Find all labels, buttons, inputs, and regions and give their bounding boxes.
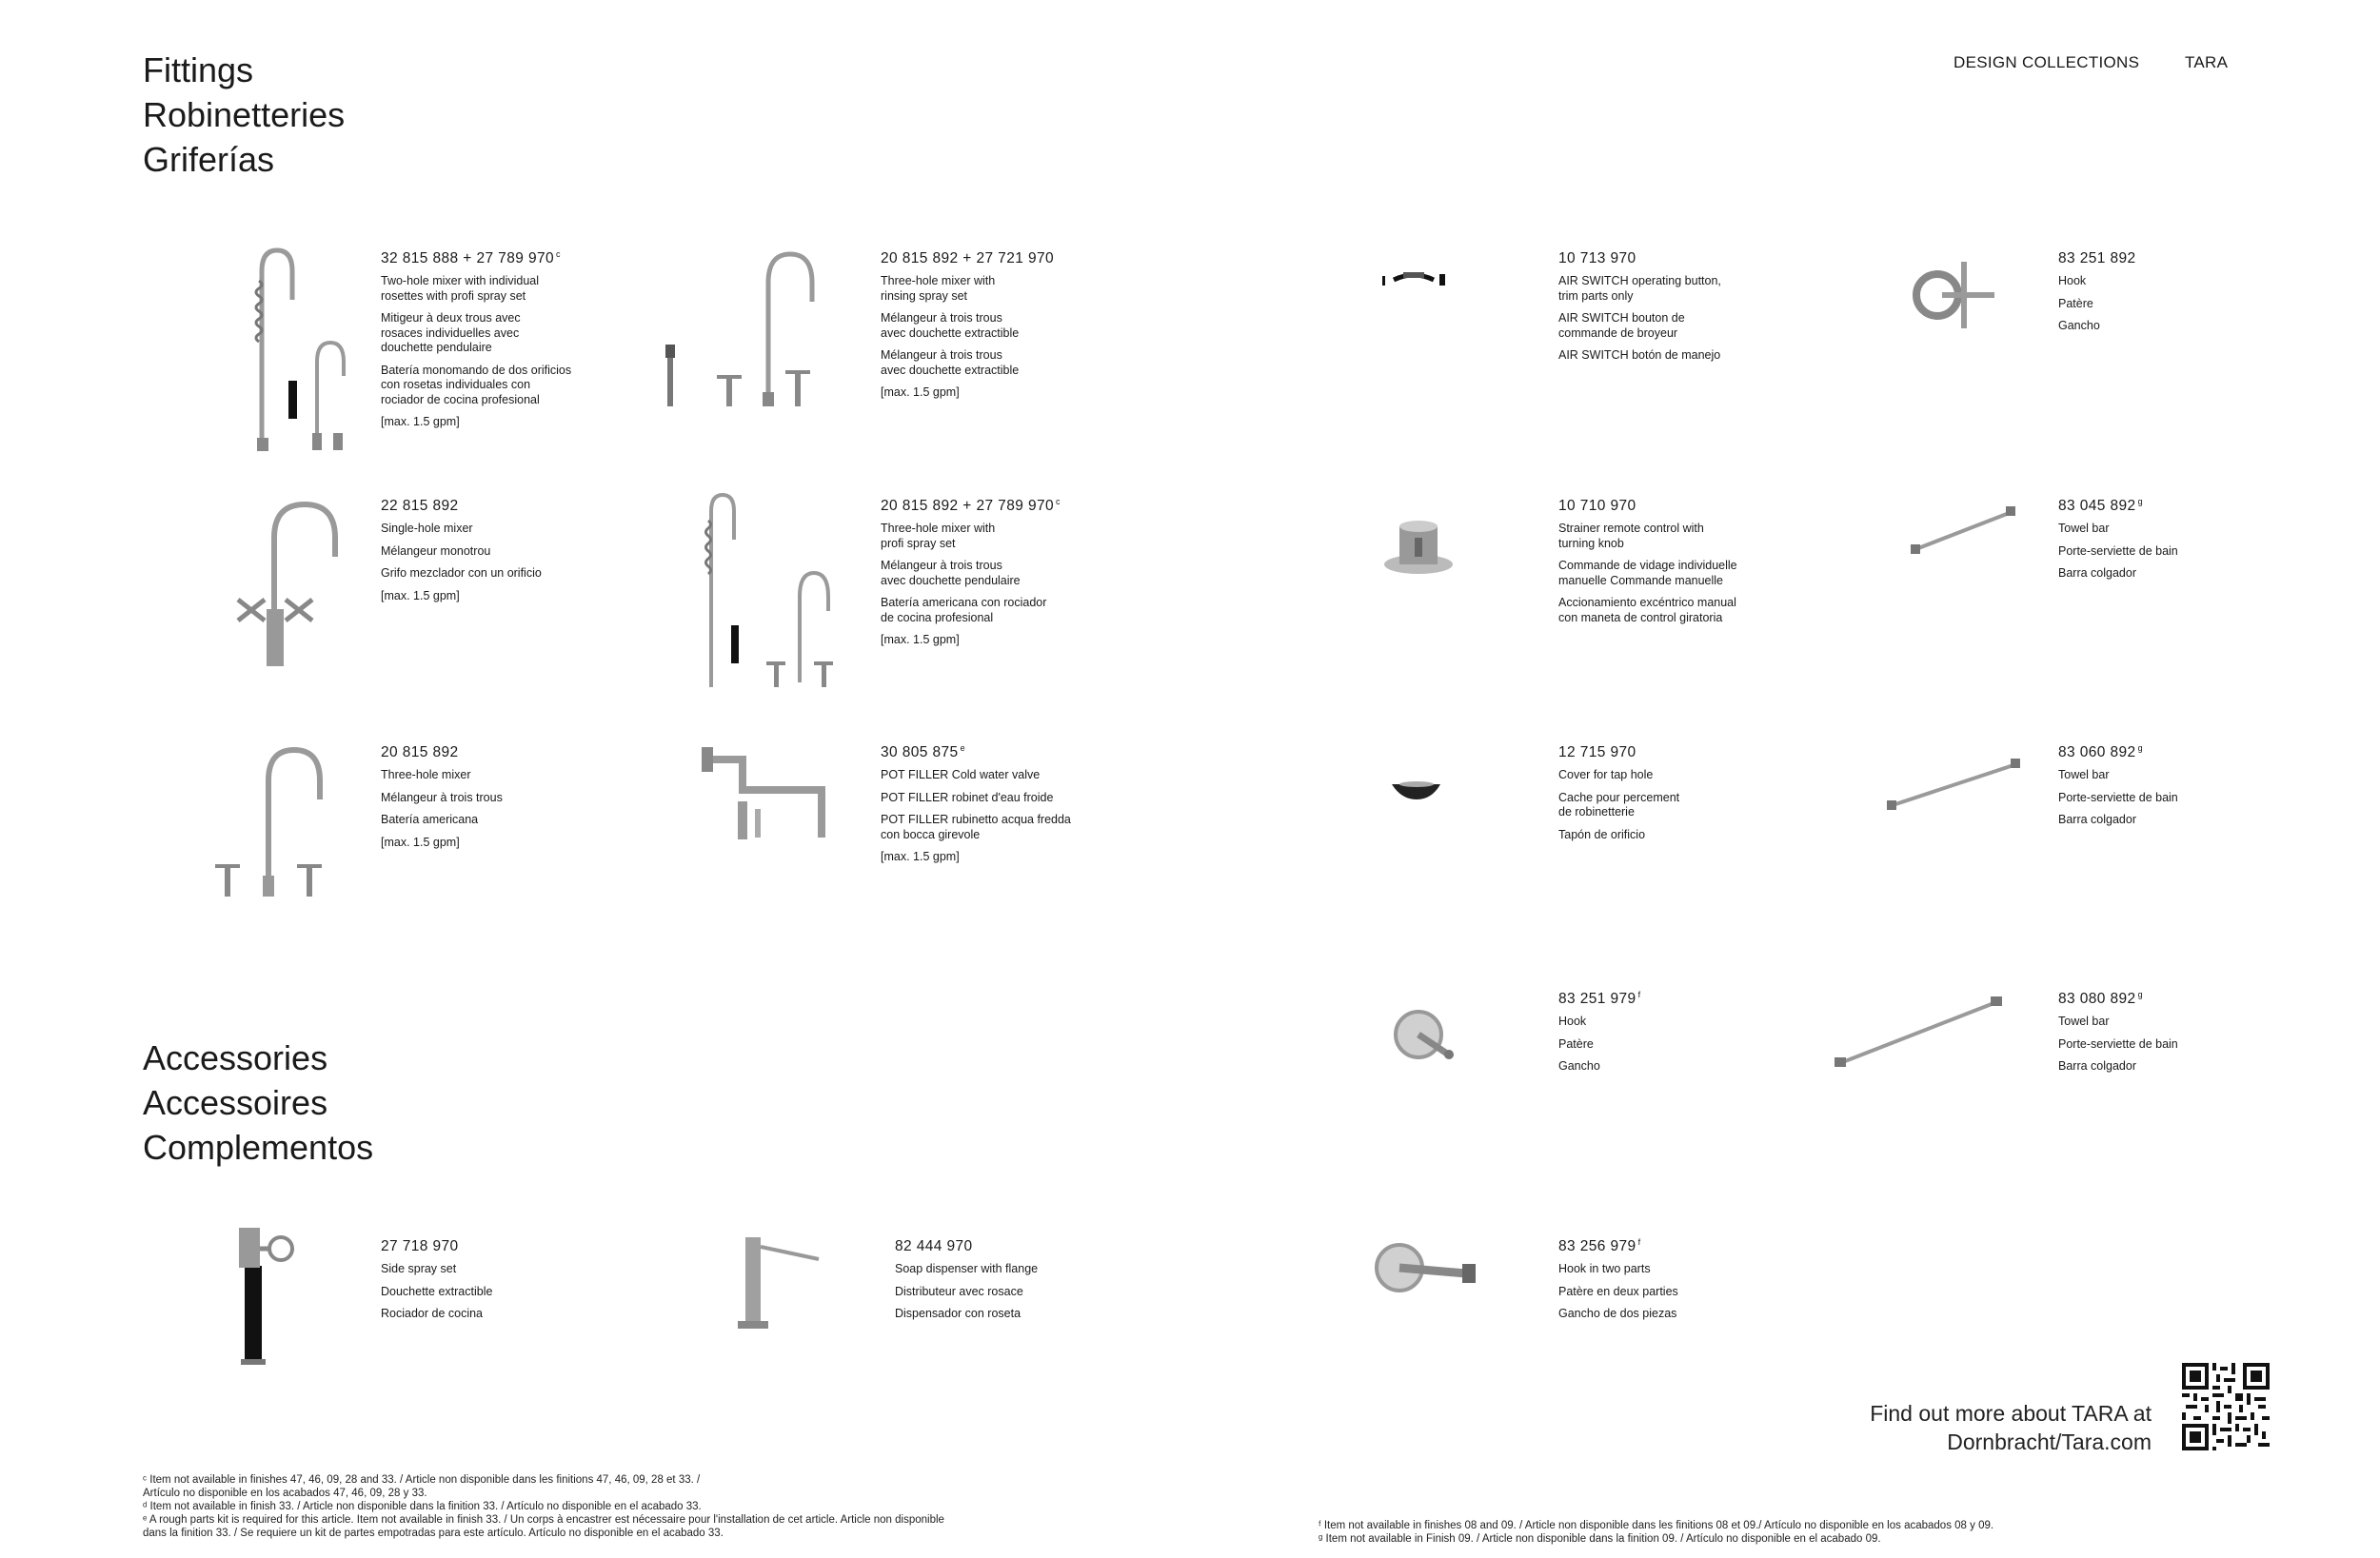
description-fr: Mélangeur à trois trous avec douchette pendulaire xyxy=(881,559,1021,587)
fittings-heading-es: Griferías xyxy=(143,140,275,179)
find-out-more-text: Find out more about TARA at xyxy=(1870,1401,2152,1426)
qr-code-icon[interactable] xyxy=(2182,1363,2270,1450)
footnote-marker: g xyxy=(2137,743,2143,753)
footnote-marker: c xyxy=(556,249,561,259)
description-es: Barra colgador xyxy=(2058,566,2136,581)
description-en: Three-hole mixer with rinsing spray set xyxy=(881,274,996,303)
product-number: 83 251 892 xyxy=(2058,250,2136,267)
tap-hole-cover-image xyxy=(1390,779,1442,803)
cross-hook-image xyxy=(1909,257,1999,333)
description-en: AIR SWITCH operating button, trim parts only xyxy=(1558,274,1721,303)
fittings-heading-fr: Robinetteries xyxy=(143,95,346,134)
single-hole-mixer-image xyxy=(228,495,347,676)
product-number: 83 060 892 xyxy=(2058,744,2136,761)
description-es: Barra colgador xyxy=(2058,1059,2136,1074)
description-en: Soap dispenser with flange xyxy=(895,1262,1039,1276)
description-fr: Cache pour percement de robinetterie xyxy=(1558,790,1680,819)
find-out-more[interactable] xyxy=(1714,1399,2152,1456)
description-fr: Porte-serviette de bain xyxy=(2058,790,2178,804)
description-en: POT FILLER Cold water valve xyxy=(881,768,1041,782)
product-number: 20 815 892 + 27 721 970 xyxy=(881,250,1055,267)
description-es: Gancho xyxy=(2058,319,2100,333)
footnote-marker: f xyxy=(1637,990,1641,999)
description-fr: Douchette extractible xyxy=(381,1284,493,1298)
product-83060892[interactable] xyxy=(2058,743,2287,836)
product-20815892[interactable] xyxy=(381,743,609,858)
flow-rate: [max. 1.5 gpm] xyxy=(381,588,460,602)
product-number: 22 815 892 xyxy=(381,498,459,515)
description-fr: POT FILLER robinet d'eau froide xyxy=(881,790,1054,804)
description-en: Strainer remote control with turning knob xyxy=(1558,522,1704,550)
description-es: Batería americana xyxy=(381,813,479,827)
product-30805875[interactable] xyxy=(881,743,1109,873)
product-number: 27 718 970 xyxy=(381,1238,459,1255)
accessories-heading xyxy=(143,1035,373,1170)
description-en: Side spray set xyxy=(381,1262,457,1276)
product-83251979[interactable] xyxy=(1558,990,1787,1082)
description-fr: Patère xyxy=(2058,296,2093,310)
description-fr: Porte-serviette de bain xyxy=(2058,1036,2178,1051)
footnotes-left: ᶜ Item not available in finishes 47, 46, 09, 28 and 33. / Article non disponible dans les finitions 47, 46, 09, 28 et 33. / Artículo no disponible en los acabados 47, 46, 09, 28 y 33. ᵈ Item not available in finish 33. / Article non disponible dans la finition 33. / Artículo no disponible en el acabado 33. ᵉ A rough parts kit is required for this article. Item not available in finish 33. / Un corps à encastrer est nécessaire pour l'installation de cet article. Article non disponible dans la finition 33. / Se requiere un kit de partes empotradas para este artículo. Artículo no disponible en el acabado 33. xyxy=(143,1474,944,1539)
footnote-marker: g xyxy=(2137,497,2143,506)
nav-tara[interactable]: TARA xyxy=(2185,53,2229,71)
accessories-heading-en: Accessories xyxy=(143,1038,328,1077)
description-en: Three-hole mixer with profi spray set xyxy=(881,522,996,550)
towel-bar-60-image xyxy=(1885,757,2023,814)
description-es: Dispensador con roseta xyxy=(895,1307,1021,1321)
product-83256979[interactable] xyxy=(1558,1237,1787,1330)
fittings-heading xyxy=(143,48,345,182)
description-en: Cover for tap hole xyxy=(1558,768,1654,782)
product-83045892[interactable] xyxy=(2058,497,2287,589)
description-en: Towel bar xyxy=(2058,1015,2110,1029)
product-83251892[interactable] xyxy=(2058,249,2287,342)
flow-rate: [max. 1.5 gpm] xyxy=(381,835,460,849)
description-en: Hook xyxy=(2058,274,2087,288)
description-fr: AIR SWITCH bouton de commande de broyeur xyxy=(1558,311,1685,340)
product-83080892[interactable] xyxy=(2058,990,2287,1082)
product-number: 30 805 875 xyxy=(881,744,959,761)
soap-dispenser-image xyxy=(728,1228,823,1332)
description-fr: Mitigeur à deux trous avec rosaces individuelles avec douchette pendulaire xyxy=(381,311,521,355)
product-10713970[interactable] xyxy=(1558,249,1787,371)
description-es: Mélangeur à trois trous avec douchette extractible xyxy=(881,348,1020,377)
product-20815892-profi[interactable] xyxy=(881,497,1109,656)
pot-filler-image xyxy=(700,742,838,857)
description-es: Gancho de dos piezas xyxy=(1558,1307,1677,1321)
description-fr: Porte-serviette de bain xyxy=(2058,543,2178,558)
three-hole-mixer-profi-image xyxy=(700,492,843,697)
product-number: 32 815 888 + 27 789 970 xyxy=(381,250,555,267)
product-number: 20 815 892 + 27 789 970 xyxy=(881,498,1055,515)
footnote-marker: f xyxy=(1637,1237,1641,1247)
description-es: Accionamiento excéntrico manual con maneta de control giratoria xyxy=(1558,596,1736,624)
description-es: Rociador de cocina xyxy=(381,1307,484,1321)
product-12715970[interactable] xyxy=(1558,743,1787,850)
product-number: 83 045 892 xyxy=(2058,498,2136,515)
product-82444970[interactable] xyxy=(895,1237,1123,1330)
nav-design-collections[interactable]: DESIGN COLLECTIONS xyxy=(1954,53,2140,71)
towel-bar-80-image xyxy=(1833,995,2004,1071)
description-fr: Distributeur avec rosace xyxy=(895,1284,1023,1298)
flow-rate: [max. 1.5 gpm] xyxy=(881,633,960,647)
description-es: Barra colgador xyxy=(2058,813,2136,827)
side-spray-image xyxy=(233,1228,300,1371)
towel-bar-45-image xyxy=(1909,504,2018,557)
description-es: Tapón de orificio xyxy=(1558,827,1646,841)
strainer-remote-control-image xyxy=(1380,519,1457,576)
description-es: Batería americana con rociador de cocina profesional xyxy=(881,596,1047,624)
description-fr: Commande de vidage individuelle manuelle Commande manuelle xyxy=(1558,559,1737,587)
description-es: Gancho xyxy=(1558,1059,1600,1074)
three-hole-mixer-rinsing-image xyxy=(662,249,828,411)
description-fr: Mélangeur à trois trous xyxy=(381,790,503,804)
accessories-heading-fr: Accessoires xyxy=(143,1083,328,1122)
product-number: 10 713 970 xyxy=(1558,250,1636,267)
description-fr: Patère xyxy=(1558,1036,1594,1051)
description-fr: Patère en deux parties xyxy=(1558,1284,1678,1298)
description-es: POT FILLER rubinetto acqua fredda con bocca girevole xyxy=(881,813,1071,841)
description-es: AIR SWITCH botón de manejo xyxy=(1558,348,1721,363)
product-number: 20 815 892 xyxy=(381,744,459,761)
three-hole-mixer-image xyxy=(211,742,349,899)
footnote-marker: g xyxy=(2137,990,2143,999)
round-hook-image xyxy=(1390,1004,1461,1066)
website-link[interactable]: Dornbracht/Tara.com xyxy=(1947,1430,2152,1454)
description-en: Single-hole mixer xyxy=(381,522,473,536)
description-fr: Mélangeur monotrou xyxy=(381,543,491,558)
air-switch-button-image xyxy=(1380,268,1447,291)
footnote-marker: e xyxy=(960,743,965,753)
product-10710970[interactable] xyxy=(1558,497,1787,633)
flow-rate: [max. 1.5 gpm] xyxy=(381,415,460,429)
description-es: Grifo mezclador con un orificio xyxy=(381,566,542,581)
product-number: 83 251 979 xyxy=(1558,991,1636,1008)
accessories-heading-es: Complementos xyxy=(143,1128,374,1167)
footnotes-right: ᶠ Item not available in finishes 08 and 09. / Article non disponible dans les finitions 08 et 09./ Artículo no disponible en los acabados 08 y 09. ᵍ Item not available in Finish 09. / Article non disponible dans la finition 09. / Artículo no disponible en el acabado 09. xyxy=(1319,1520,1994,1545)
flow-rate: [max. 1.5 gpm] xyxy=(881,385,960,400)
two-part-hook-image xyxy=(1371,1237,1480,1299)
footnote-marker: c xyxy=(1056,497,1061,506)
fittings-heading-en: Fittings xyxy=(143,50,254,89)
description-fr: Mélangeur à trois trous avec douchette extractible xyxy=(881,311,1020,340)
description-en: Hook xyxy=(1558,1015,1587,1029)
description-en: Two-hole mixer with individual rosettes with profi spray set xyxy=(381,274,540,303)
product-number: 82 444 970 xyxy=(895,1238,973,1255)
product-number: 12 715 970 xyxy=(1558,744,1636,761)
description-en: Three-hole mixer xyxy=(381,768,471,782)
product-22815892[interactable] xyxy=(381,497,609,611)
description-en: Hook in two parts xyxy=(1558,1262,1651,1276)
flow-rate: [max. 1.5 gpm] xyxy=(881,850,960,864)
description-es: Batería monomando de dos orificios con rosetas individuales con rociador de cocina profesional xyxy=(381,363,572,406)
description-en: Towel bar xyxy=(2058,522,2110,536)
product-27718970[interactable] xyxy=(381,1237,609,1330)
product-number: 83 256 979 xyxy=(1558,1238,1636,1255)
product-number: 10 710 970 xyxy=(1558,498,1636,515)
product-number: 83 080 892 xyxy=(2058,991,2136,1008)
two-hole-mixer-profi-image xyxy=(205,243,357,457)
product-32815888[interactable] xyxy=(381,249,609,438)
product-20815892-rinsing[interactable] xyxy=(881,249,1109,408)
description-en: Towel bar xyxy=(2058,768,2110,782)
